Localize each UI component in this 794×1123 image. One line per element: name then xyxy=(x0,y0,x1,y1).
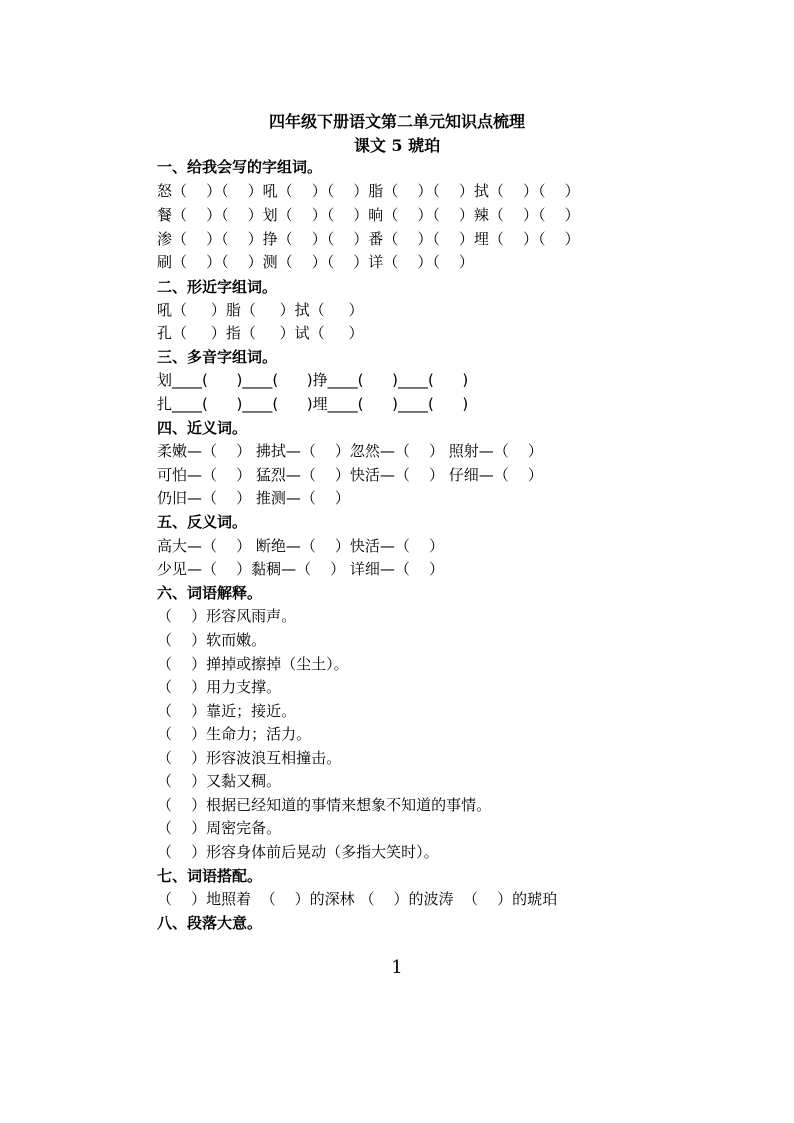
exercise-line: 怒（ ）（ ）吼（ ）（ ）脂（ ）（ ）拭（ ）（ ） xyxy=(157,182,580,200)
page-number: 1 xyxy=(391,957,403,978)
section-heading: 八、段落大意。 xyxy=(157,914,263,932)
definition-line: （ ）形容身体前后晃动（多指大笑时）。 xyxy=(157,843,439,861)
exercise-line: 扎____( )____( )埋____( )____( ) xyxy=(157,395,469,413)
exercise-line: 少见—（ ）黏稠—（ ） 详细—（ ） xyxy=(157,560,444,578)
section-heading: 二、形近字组词。 xyxy=(157,278,278,296)
definition-line: （ ）形容波浪互相撞击。 xyxy=(157,749,342,767)
exercise-line: 孔（ ）指（ ）试（ ） xyxy=(157,324,364,342)
section-heading: 七、词语搭配。 xyxy=(157,867,263,885)
section-heading: 五、反义词。 xyxy=(157,513,248,531)
definition-line: （ ）周密完备。 xyxy=(157,819,282,837)
section-heading: 六、词语解释。 xyxy=(157,584,263,602)
exercise-line: 高大—（ ） 断绝—（ ）快活—（ ） xyxy=(157,537,444,555)
definition-line: （ ）靠近；接近。 xyxy=(157,702,297,720)
definition-line: （ ）生命力；活力。 xyxy=(157,725,312,743)
exercise-line: 渗（ ）（ ）挣（ ）（ ）番（ ）（ ）埋（ ）（ ） xyxy=(157,230,580,248)
definition-line: （ ）软而嫩。 xyxy=(157,631,267,649)
definition-line: （ ）用力支撑。 xyxy=(157,678,282,696)
section-heading: 一、给我会写的字组词。 xyxy=(157,158,323,176)
section-heading: 三、多音字组词。 xyxy=(157,348,278,366)
exercise-line: 刷（ ）（ ）测（ ）（ ）详（ ）（ ） xyxy=(157,253,474,271)
section-heading: 四、近义词。 xyxy=(157,419,248,437)
exercise-line: 柔嫩—（ ） 拂拭—（ ）忽然—（ ） 照射—（ ） xyxy=(157,442,543,460)
collocation-line: （ ）地照着 （ ）的深林 （ ）的波涛 （ ）的琥珀 xyxy=(157,890,558,908)
exercise-line: 餐（ ）（ ）划（ ）（ ）晌（ ）（ ）辣（ ）（ ） xyxy=(157,206,580,224)
lesson-subtitle: 课文 5 琥珀 xyxy=(353,136,441,155)
exercise-line: 可怕—（ ） 猛烈—（ ）快活—（ ） 仔细—（ ） xyxy=(157,466,543,484)
definition-line: （ ）又黏又稠。 xyxy=(157,772,282,790)
exercise-line: 仍旧—（ ） 推测—（ ） xyxy=(157,489,350,507)
document-title: 四年级下册语文第二单元知识点梳理 xyxy=(268,112,525,131)
definition-line: （ ）根据已经知道的事情来想象不知道的事情。 xyxy=(157,796,492,814)
exercise-line: 吼（ ）脂（ ）拭（ ） xyxy=(157,301,364,319)
definition-line: （ ）掸掉或擦掉（尘土）。 xyxy=(157,655,349,673)
definition-line: （ ）形容风雨声。 xyxy=(157,607,297,625)
exercise-line: 划____( )____( )挣____( )____( ) xyxy=(157,371,469,389)
